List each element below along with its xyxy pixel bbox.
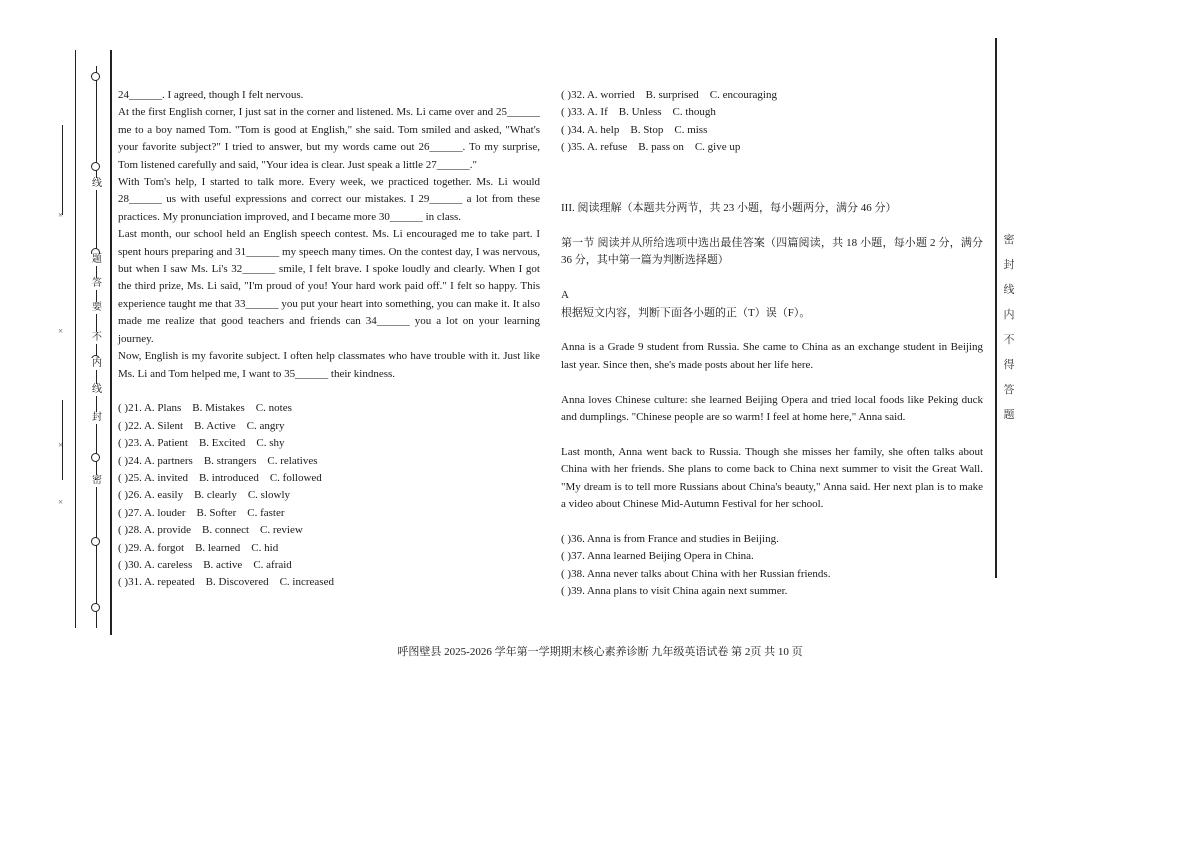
spacer bbox=[561, 191, 983, 200]
cloze-option: ( )23. A. Patient B. Excited C. shy bbox=[118, 437, 285, 450]
margin-mark: × bbox=[58, 210, 64, 220]
margin-mark: × bbox=[58, 497, 64, 507]
margin-char: 线 bbox=[92, 384, 102, 395]
cloze-option: ( )25. A. invited B. introduced C. followed bbox=[118, 471, 322, 484]
seal-char: 得 bbox=[1003, 359, 1015, 371]
binding-hole bbox=[91, 603, 100, 612]
passage-paragraph: Now, English is my favorite subject. I often help classmates who have trouble with it. Just like Ms. Li and Tom helped me, I want to 35______ their kindness. bbox=[118, 350, 540, 380]
spacer bbox=[561, 426, 983, 443]
section-title: III. 阅读理解（本题共分两节，共 23 小题，每小题两分，满分 46 分） bbox=[561, 202, 897, 215]
seal-char: 内 bbox=[1003, 309, 1015, 321]
passage-paragraph: With Tom's help, I started to talk more. Every week, we practiced together. Ms. Li would 28______ us with useful expressions and correct our mistakes. I 29______ a lot from these practices. My pronunciation improved, and I became more 30______ in class. bbox=[118, 176, 540, 223]
cloze-option: ( )35. A. refuse B. pass on C. give up bbox=[561, 141, 741, 154]
margin-char: 答 bbox=[92, 278, 102, 289]
binding-hole bbox=[91, 537, 100, 546]
spacer bbox=[118, 383, 540, 400]
cloze-option: ( )30. A. careless B. active C. afraid bbox=[118, 558, 292, 571]
seal-border-line bbox=[995, 38, 997, 578]
passage-paragraph: Last month, Anna went back to Russia. Though she misses her family, she often talks about China with her friends. She plans to come back to China next summer to visit the Great Wall. "My dream is to tell more Russians about China's beauty," Anna said. Her next plan is to make a video about Chinese Mid-Autumn Festival for her school. bbox=[561, 445, 983, 510]
page-footer: 呼图壁县 2025-2026 学年第一学期期末核心素养诊断 九年级英语试卷 第 2页 共 10 页 bbox=[397, 646, 803, 658]
binding-hole bbox=[91, 453, 100, 462]
margin-line-outer bbox=[75, 50, 76, 628]
spacer bbox=[561, 374, 983, 391]
binding-hole bbox=[91, 72, 100, 81]
cloze-option: ( )32. A. worried B. surprised C. encouraging bbox=[561, 89, 777, 101]
margin-mark: × bbox=[58, 440, 64, 450]
right-column bbox=[561, 87, 983, 600]
part-title: 第一节 阅读并从所给选项中选出最佳答案（四篇阅读，共 18 小题，每小题 2 分，满分 36 分，其中第一篇为判断选择题） bbox=[561, 236, 983, 267]
passage-paragraph: 24______. I agreed, though I felt nervous. bbox=[118, 89, 304, 101]
instruction-text: 根据短文内容，判断下面各小题的正（T）误（F）。 bbox=[561, 306, 811, 319]
seal-char: 答 bbox=[1003, 384, 1015, 396]
margin-char: 要 bbox=[92, 302, 102, 313]
margin-char: 线 bbox=[92, 178, 102, 189]
judgment-question: ( )36. Anna is from France and studies in Beijing. bbox=[561, 532, 779, 545]
margin-char: 题 bbox=[92, 254, 102, 265]
cloze-option: ( )28. A. provide B. connect C. review bbox=[118, 524, 303, 537]
cloze-option: ( )26. A. easily B. clearly C. slowly bbox=[118, 489, 291, 502]
passage-paragraph: Last month, our school held an English speech contest. Ms. Li encouraged me to take part. I spent hours preparing and 31______ my speech many times. On the contest day, I was nervous, but when I saw Ms. Li's 32______ smile, I felt brave. I spoke loudly and clearly. When I got the third prize, Ms. Li said, "I'm proud of you! Your hard work paid off." I felt so happy. This experience taught me that 33______ you put your heart into something, you can make it. It also made me realize that good teachers and friends can 34______ you a lot on your learning journey. bbox=[118, 228, 540, 345]
passage-paragraph: Anna is a Grade 9 student from Russia. She came to China as an exchange student in Beijing last year. Since then, she's made posts about her life here. bbox=[561, 341, 983, 371]
passage-paragraph: At the first English corner, I just sat in the corner and listened. Ms. Li came over and 25______ me to a boy named Tom. "Tom is good at English," she said. Tom smiled and asked, "What's your favorite subject?" I tried to answer, but my words came out 26______. To my surprise, Tom listened carefully and said, "Your idea is clear. Just speak a little 27______." bbox=[118, 106, 540, 171]
judgment-question: ( )38. Anna never talks about China with her Russian friends. bbox=[561, 567, 831, 580]
seal-char: 题 bbox=[1003, 409, 1015, 421]
seal-char: 线 bbox=[1003, 284, 1015, 296]
seal-char: 密 bbox=[1003, 234, 1015, 246]
judgment-question: ( )39. Anna plans to visit China again next summer. bbox=[561, 584, 788, 597]
cloze-option: ( )31. A. repeated B. Discovered C. increased bbox=[118, 576, 334, 589]
cloze-option: ( )24. A. partners B. strangers C. relatives bbox=[118, 454, 318, 467]
spacer bbox=[561, 270, 983, 287]
cloze-option: ( )29. A. forgot B. learned C. hid bbox=[118, 541, 279, 554]
margin-line-border bbox=[110, 50, 112, 635]
margin-char: 封 bbox=[92, 412, 102, 423]
spacer bbox=[561, 218, 983, 235]
cloze-option: ( )21. A. Plans B. Mistakes C. notes bbox=[118, 402, 292, 415]
cloze-option: ( )33. A. If B. Unless C. though bbox=[561, 106, 716, 119]
spacer bbox=[561, 513, 983, 530]
judgment-question: ( )37. Anna learned Beijing Opera in China. bbox=[561, 550, 754, 563]
margin-char: 密 bbox=[92, 475, 102, 486]
spacer bbox=[561, 322, 983, 339]
spacer bbox=[561, 174, 983, 191]
margin-mark: × bbox=[58, 326, 64, 336]
cloze-option: ( )22. A. Silent B. Active C. angry bbox=[118, 419, 285, 432]
passage-label: A bbox=[561, 289, 569, 302]
margin-char: 不 bbox=[92, 332, 102, 343]
left-column bbox=[118, 87, 540, 592]
seal-char: 不 bbox=[1003, 334, 1015, 346]
cloze-option: ( )27. A. louder B. Softer C. faster bbox=[118, 506, 285, 519]
spacer bbox=[561, 157, 983, 174]
binding-hole bbox=[91, 162, 100, 171]
seal-char: 封 bbox=[1003, 259, 1015, 271]
seal-text bbox=[1001, 228, 1017, 428]
margin-line-short bbox=[62, 125, 63, 215]
margin-char: 内 bbox=[92, 358, 102, 369]
passage-paragraph: Anna loves Chinese culture: she learned Beijing Opera and tried local foods like Peking duck and dumplings. "Chinese people are so warm! I feel at home here," Anna said. bbox=[561, 393, 983, 423]
cloze-option: ( )34. A. help B. Stop C. miss bbox=[561, 123, 708, 136]
